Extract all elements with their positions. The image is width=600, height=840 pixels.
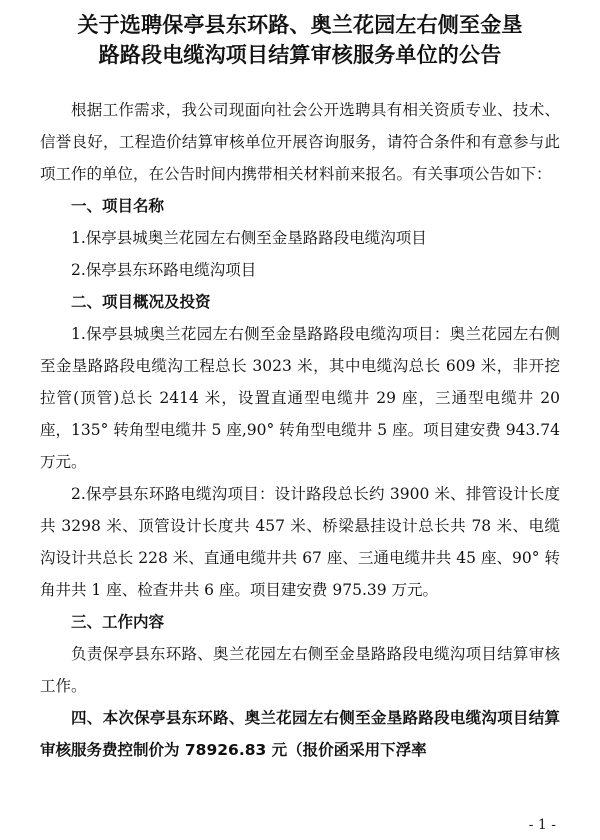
section-1-item-1: 1.保亭县城奥兰花园左右侧至金垦路路段电缆沟项目 bbox=[71, 229, 427, 247]
section-1-item-2: 2.保亭县东环路电缆沟项目 bbox=[71, 261, 257, 279]
page-number: - 1 - bbox=[528, 817, 556, 833]
section-2-item-2: 2.保亭县东环路电缆沟项目：设计路段总长约 3900 米、排管设计长度共 3298 米、顶管设计长度共 457 米、桥梁悬挂设计总长共 78 米、电缆沟设计共总长 228 米、直通电缆井共 67 座、三通电缆井共 45 座、90° 转角井共 1 座、检查井共 6 座。项目建安费 975.39 万元。 bbox=[40, 485, 560, 599]
section-3-heading: 三、工作内容 bbox=[71, 613, 165, 631]
section-4-heading: 四、本次保亭县东环路、奥兰花园左右侧至金垦路路段电缆沟项目结算审核服务费控制价为 78926.83 元（报价函采用下浮率 bbox=[40, 709, 560, 759]
title-line-1: 关于选聘保亭县东环路、奥兰花园左右侧至金垦 bbox=[77, 13, 523, 37]
section-3-item-1: 负责保亭县东环路、奥兰花园左右侧至金垦路路段电缆沟项目结算审核工作。 bbox=[40, 645, 560, 695]
section-2-heading: 二、项目概况及投资 bbox=[71, 293, 211, 311]
document-title bbox=[40, 10, 560, 70]
intro-paragraph: 根据工作需求，我公司现面向社会公开选聘具有相关资质专业、技术、信誉良好，工程造价结算审核单位开展咨询服务，请符合条件和有意参与此项工作的单位，在公告时间内携带相关材料前来报名。有关事项公告如下： bbox=[40, 101, 560, 183]
title-spacer bbox=[40, 70, 560, 94]
title-line-2: 路路段电缆沟项目结算审核服务单位的公告 bbox=[98, 43, 502, 67]
section-2-item-1: 1.保亭县城奥兰花园左右侧至金垦路路段电缆沟项目：奥兰花园左右侧至金垦路路段电缆沟工程总长 3023 米，其中电缆沟总长 609 米，非开挖拉管(顶管)总长 2414 米，设置直通型电缆井 29 座，三通型电缆井 20 座，135° 转角型电缆井 5 座,90° 转角型电缆井 5 座。项目建安费 943.74 万元。 bbox=[40, 325, 560, 471]
section-1-heading: 一、项目名称 bbox=[71, 197, 165, 215]
